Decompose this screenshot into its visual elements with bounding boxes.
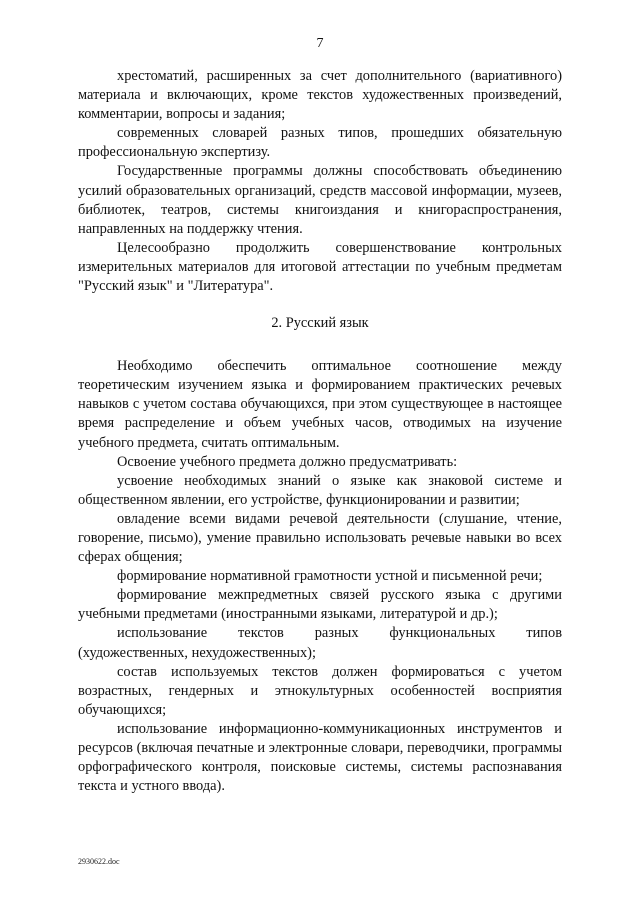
list-item-knowledge: усвоение необходимых знаний о языке как знаковой системе и общественном явлении, его устройстве, функционировании и развитии; — [78, 472, 562, 508]
paragraph-mastery-intro: Освоение учебного предмета должно предусматривать: — [117, 453, 458, 470]
document-body — [78, 67, 562, 796]
section-heading: 2. Русский язык — [271, 315, 369, 332]
list-item-interdisciplinary: формирование межпредметных связей русского языка с другими учебными предметами (иностранными языками, литературой и др.); — [78, 587, 562, 623]
page-number: 7 — [316, 36, 324, 51]
paragraph-assessment: Целесообразно продолжить совершенствование контрольных измерительных материалов для итоговой аттестации по учебным предметам "Русский язык" и "Литература". — [78, 239, 562, 295]
paragraph-state-programs: Государственные программы должны способствовать объединению усилий образовательных организаций, средств массовой информации, музеев, библиотек, театров, системы книгоиздания и книгораспространения, направленных на поддержку чтения. — [78, 163, 562, 237]
footer-document-code: 2930622.doc — [78, 857, 120, 866]
list-item-ict-tools: использование информационно-коммуникационных инструментов и ресурсов (включая печатные и электронные словари, переводчики, программы орфографического контроля, поисковые системы, системы распознавания текста и устного ввода). — [78, 720, 562, 795]
list-item-text-composition: состав используемых текстов должен формироваться с учетом возрастных, гендерных и этнокультурных особенностей восприятия обучающихся; — [78, 663, 562, 718]
paragraph-balance: Необходимо обеспечить оптимальное соотношение между теоретическим изучением языка и формированием практических речевых навыков с учетом состава обучающихся, при этом существующее в настоящее время распределение и объем учебных часов, отводимых на изучение учебного предмета, считать оптимальным. — [78, 358, 562, 451]
list-item-text-types: использование текстов разных функциональных типов (художественных, нехудожественных); — [78, 625, 562, 661]
list-item-normative-literacy: формирование нормативной грамотности устной и письменной речи; — [117, 568, 543, 585]
paragraph-anthologies: хрестоматий, расширенных за счет дополнительного (вариативного) материала и включающих, кроме текстов художественных произведений, комментарии, вопросы и задания; — [78, 68, 562, 123]
paragraph-dictionaries: современных словарей разных типов, прошедших обязательную профессиональную экспертизу. — [78, 125, 562, 161]
list-item-speech-activity: овладение всеми видами речевой деятельности (слушание, чтение, говорение, письмо), умение правильно использовать речевые навыки во всех сферах общения; — [78, 510, 562, 566]
